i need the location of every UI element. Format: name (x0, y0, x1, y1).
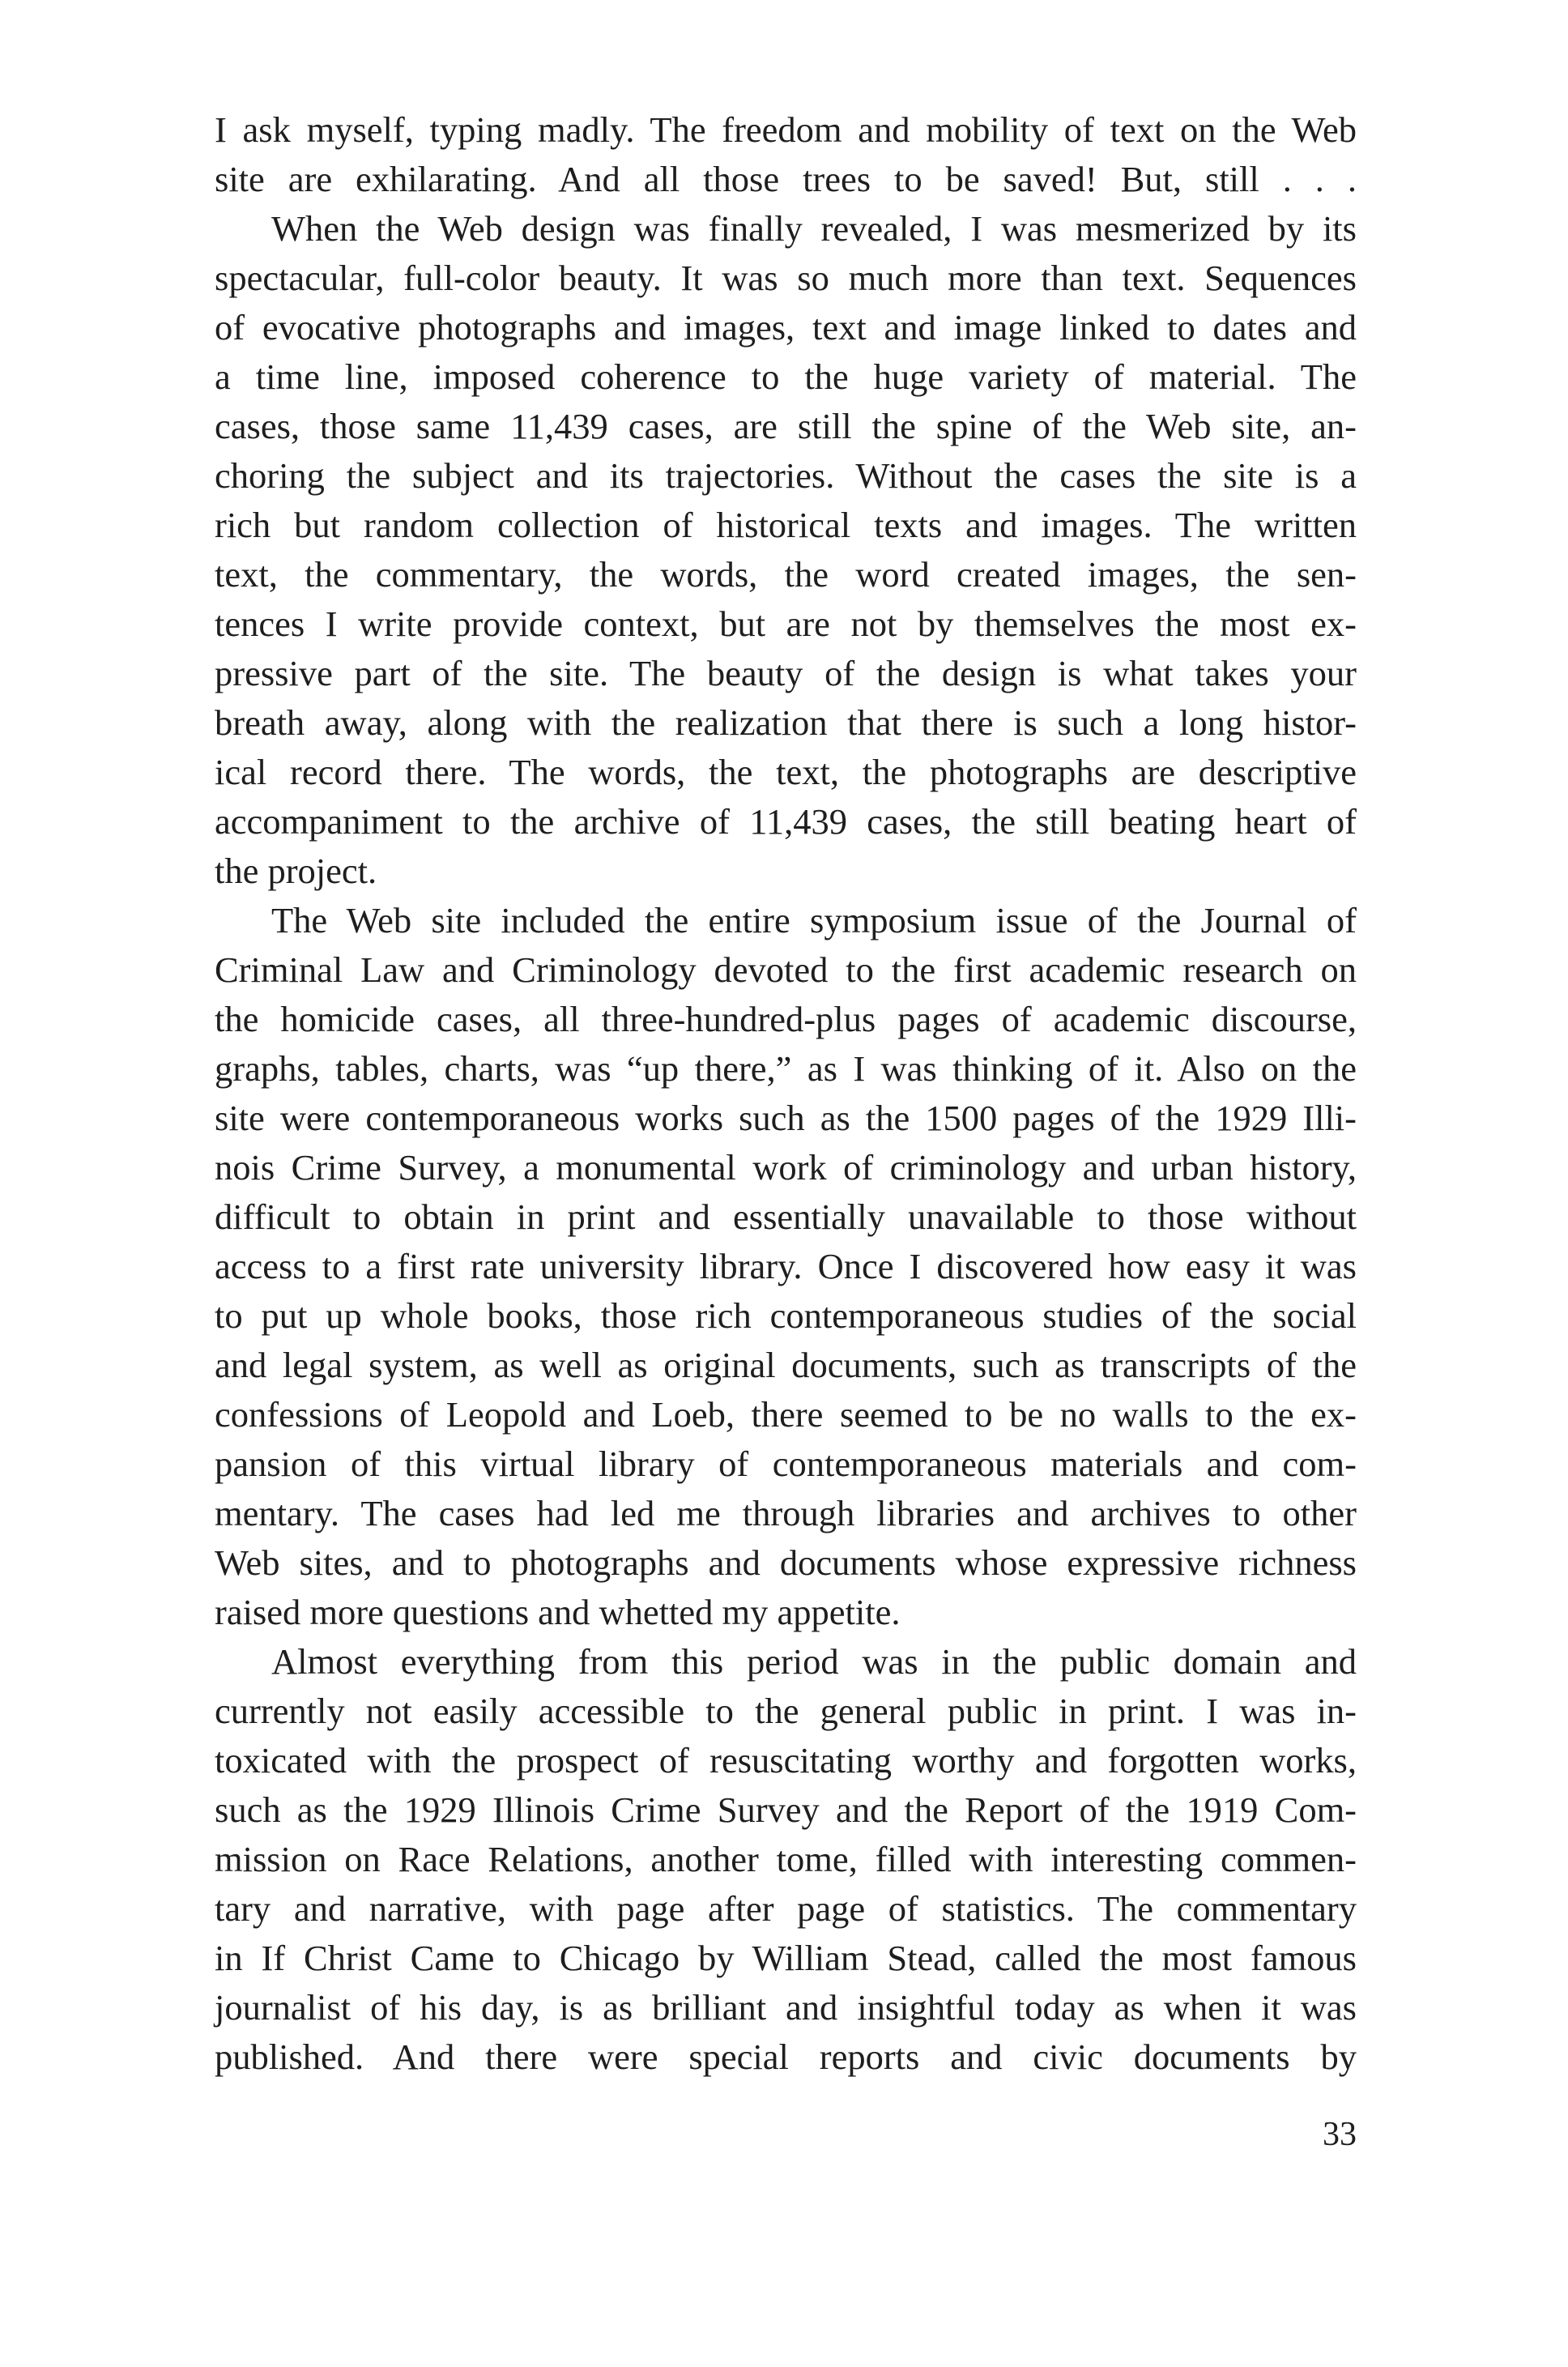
text-line: the homicide cases, all three-hundred-plus pages of academic discourse, (215, 999, 1357, 1039)
text-line: site were contemporaneous works such as the 1500 pages of the 1929 Illi- (215, 1098, 1357, 1138)
text-line: a time line, imposed coherence to the huge variety of material. The (215, 356, 1357, 397)
text-line: toxicated with the prospect of resuscitating worthy and forgotten works, (215, 1740, 1357, 1781)
text-line: mentary. The cases had led me through libraries and archives to other (215, 1493, 1357, 1533)
text-line: Criminal Law and Criminology devoted to the first academic research on (215, 949, 1357, 990)
text-line: breath away, along with the realization that there is such a long histor- (215, 702, 1357, 743)
text-line: rich but random collection of historical texts and images. The written (215, 505, 1357, 545)
text-line: to put up whole books, those rich contemporaneous studies of the social (215, 1295, 1357, 1336)
text-line: graphs, tables, charts, was “up there,” as I was thinking of it. Also on the (215, 1048, 1357, 1089)
text-line: accompaniment to the archive of 11,439 cases, the still beating heart of (215, 801, 1357, 842)
text-line: the project. (215, 851, 377, 891)
text-line: I ask myself, typing madly. The freedom and mobility of text on the Web (215, 109, 1357, 150)
text-line: Web sites, and to photographs and documents whose expressive richness (215, 1542, 1357, 1583)
text-line: ical record there. The words, the text, the photographs are descriptive (215, 752, 1357, 792)
text-line: text, the commentary, the words, the word created images, the sen- (215, 554, 1357, 595)
text-line: The Web site included the entire symposium issue of the Journal of (271, 900, 1357, 940)
text-line: nois Crime Survey, a monumental work of criminology and urban history, (215, 1147, 1357, 1188)
text-line: published. And there were special reports and civic documents by (215, 2036, 1357, 2077)
text-line: pansion of this virtual library of contemporaneous materials and com- (215, 1444, 1357, 1484)
text-line: When the Web design was finally revealed, I was mesmerized by its (271, 208, 1357, 249)
page-number: 33 (1323, 2116, 1357, 2153)
text-line: tary and narrative, with page after page of statistics. The commentary (215, 1888, 1357, 1929)
text-line: cases, those same 11,439 cases, are still the spine of the Web site, an- (215, 406, 1357, 446)
text-line: choring the subject and its trajectories. Without the cases the site is a (215, 455, 1357, 496)
text-line: Almost everything from this period was in the public domain and (271, 1641, 1357, 1682)
text-line: tences I write provide context, but are not by themselves the most ex- (215, 603, 1357, 644)
text-line: pressive part of the site. The beauty of the design is what takes your (215, 653, 1357, 693)
body-text (215, 105, 1357, 2082)
text-line: spectacular, full-color beauty. It was so much more than text. Sequences (215, 258, 1357, 298)
text-line: in If Christ Came to Chicago by William Stead, called the most famous (215, 1938, 1357, 1978)
text-line: confessions of Leopold and Loeb, there seemed to be no walls to the ex- (215, 1394, 1357, 1435)
text-line: site are exhilarating. And all those trees to be saved! But, still . . . (215, 159, 1357, 199)
text-line: raised more questions and whetted my appetite. (215, 1592, 901, 1632)
text-line: of evocative photographs and images, text and image linked to dates and (215, 307, 1357, 348)
text-line: currently not easily accessible to the general public in print. I was in- (215, 1691, 1357, 1731)
text-line: mission on Race Relations, another tome, filled with interesting commen- (215, 1839, 1357, 1879)
text-line: difficult to obtain in print and essentially unavailable to those without (215, 1196, 1357, 1237)
text-line: such as the 1929 Illinois Crime Survey and the Report of the 1919 Com- (215, 1789, 1357, 1830)
text-line: access to a first rate university library. Once I discovered how easy it was (215, 1246, 1357, 1286)
text-line: journalist of his day, is as brilliant and insightful today as when it was (215, 1987, 1357, 2028)
text-line: and legal system, as well as original documents, such as transcripts of the (215, 1345, 1357, 1385)
